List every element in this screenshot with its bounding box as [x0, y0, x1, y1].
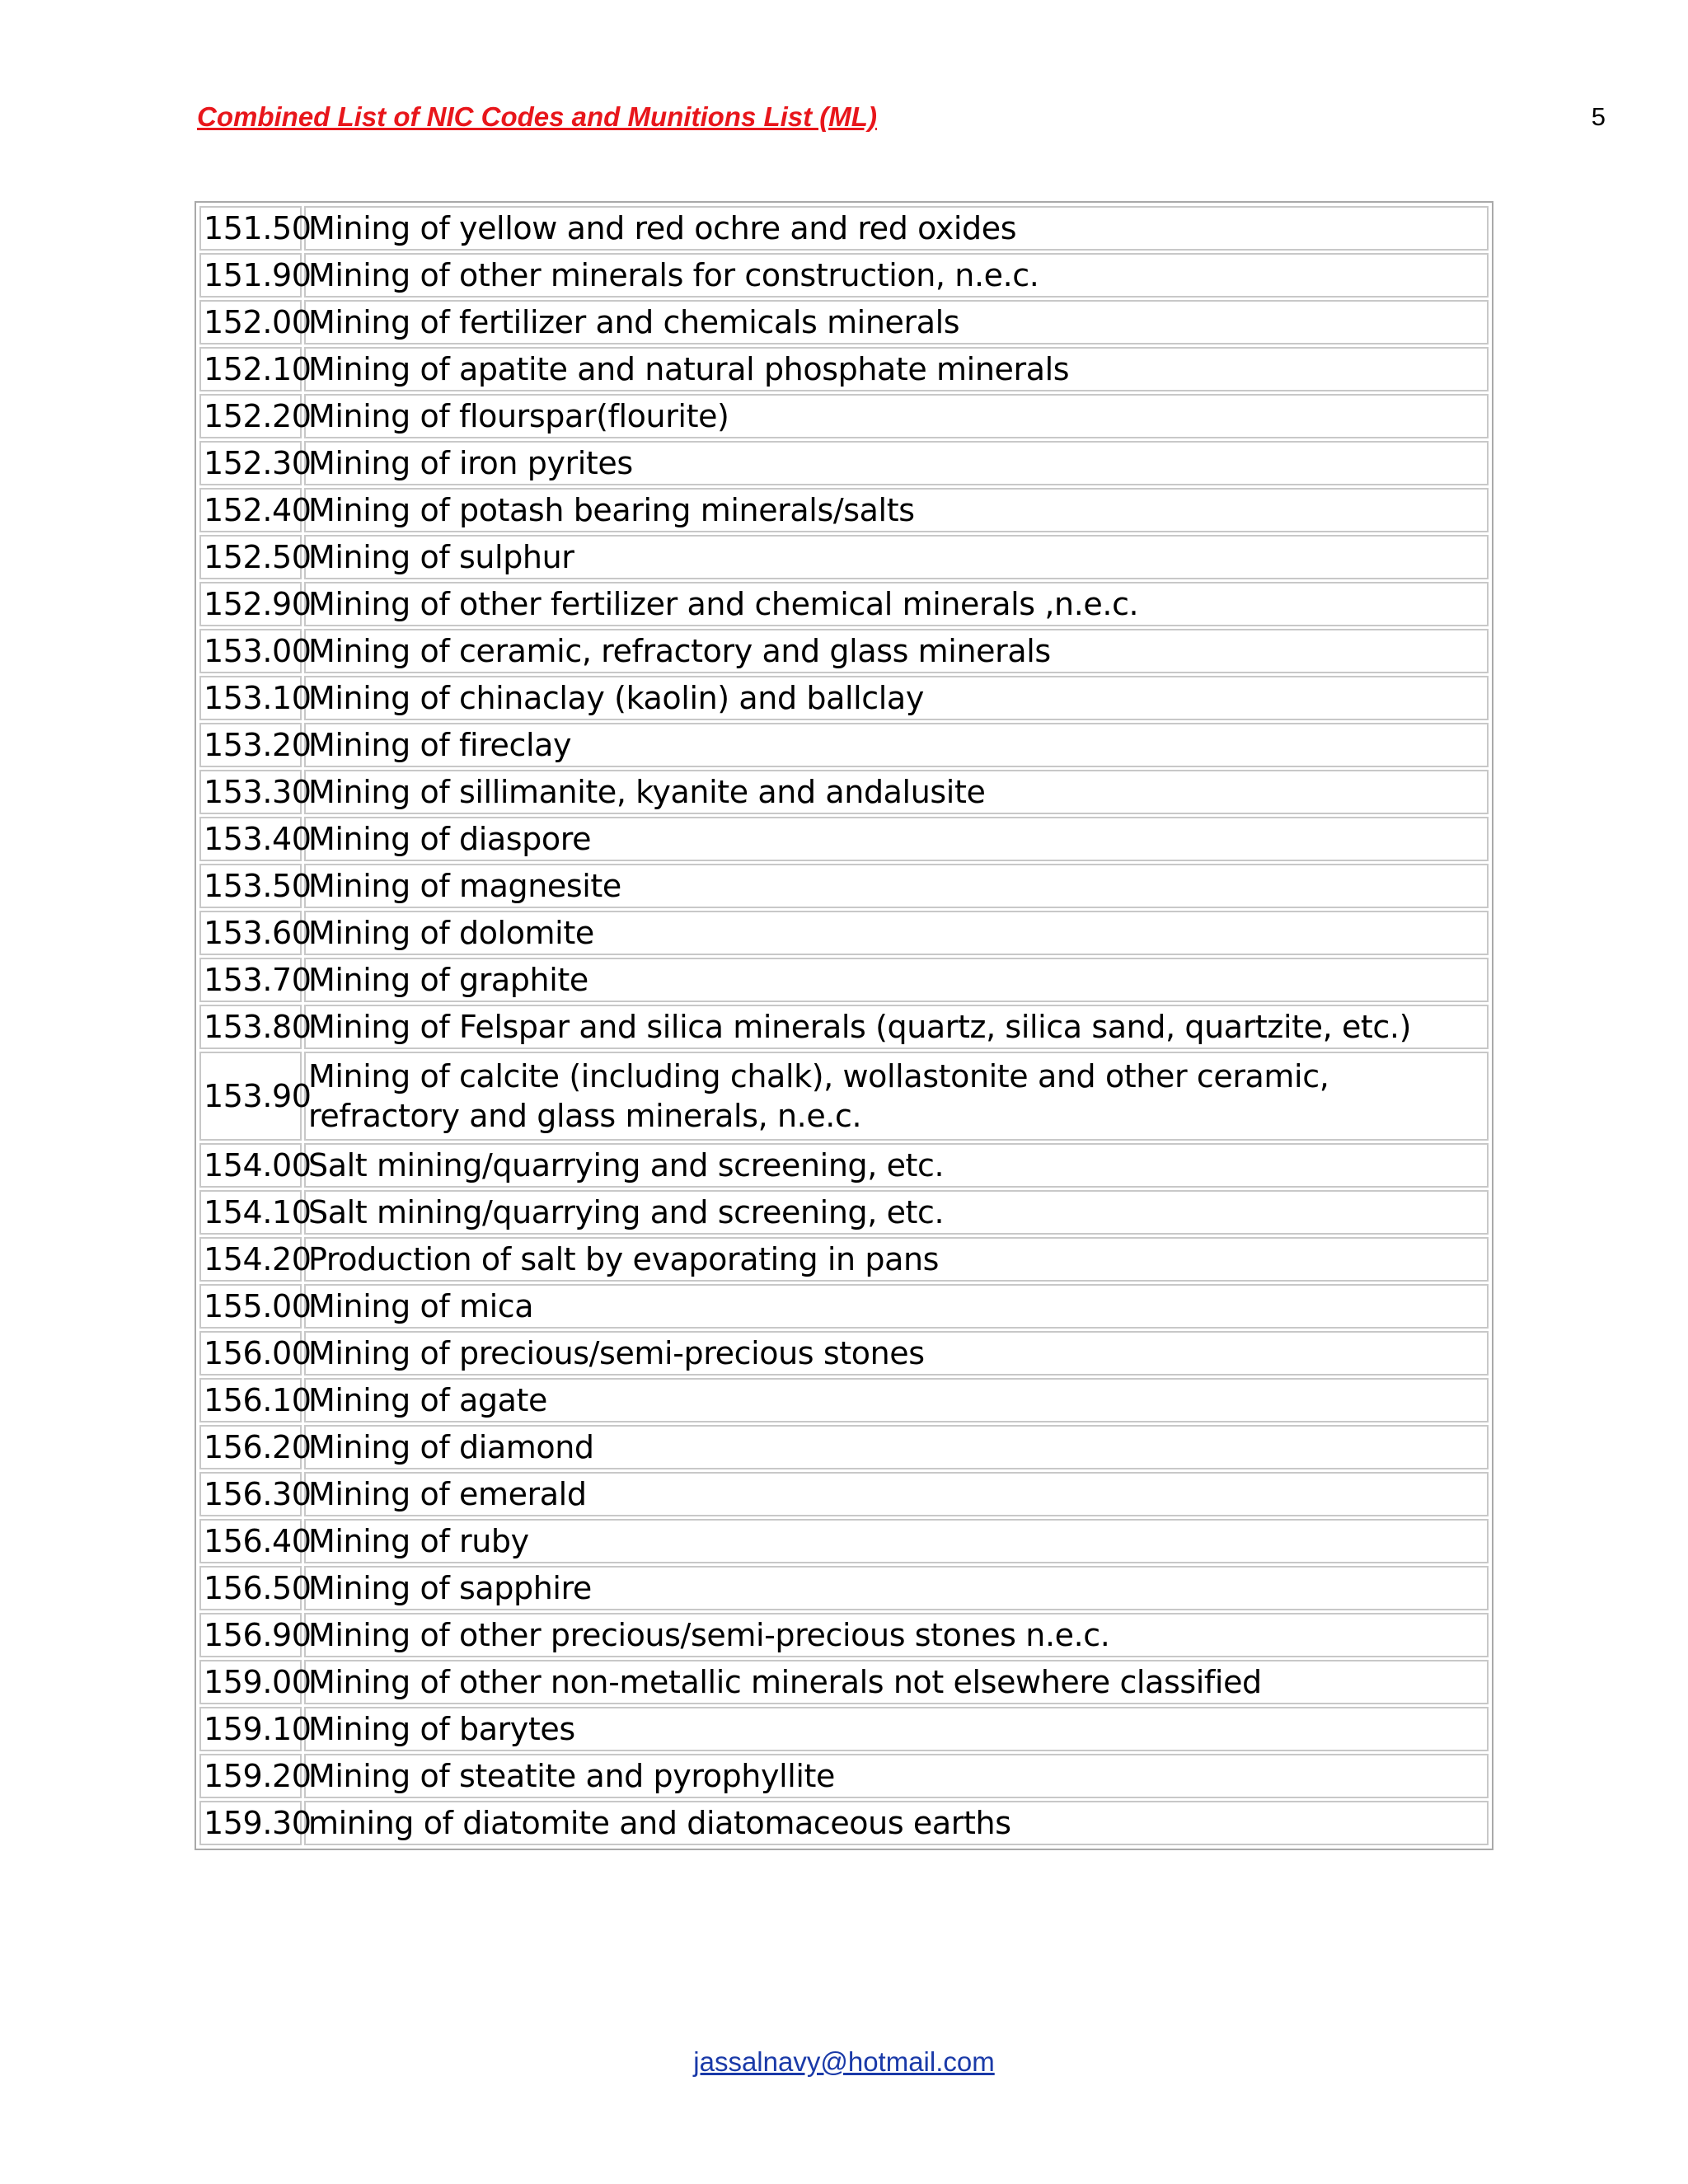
- table-row: [199, 582, 1489, 626]
- table-row: [199, 1660, 1489, 1704]
- code-cell: 153.20: [199, 723, 302, 767]
- table-row: [199, 1472, 1489, 1516]
- description-cell: Mining of fireclay: [304, 723, 1489, 767]
- code-cell: 153.80: [199, 1005, 302, 1049]
- description-cell: Mining of flourspar(flourite): [304, 394, 1489, 438]
- code-cell: 159.20: [199, 1754, 302, 1798]
- description-cell: Mining of mica: [304, 1284, 1489, 1329]
- description-cell: mining of diatomite and diatomaceous earths: [304, 1801, 1489, 1845]
- code-cell: 156.00: [199, 1331, 302, 1376]
- description-cell: Mining of sapphire: [304, 1566, 1489, 1610]
- code-cell: 156.20: [199, 1425, 302, 1469]
- description-cell: Production of salt by evaporating in pans: [304, 1237, 1489, 1282]
- description-cell: Mining of yellow and red ochre and red oxides: [304, 206, 1489, 251]
- code-cell: 153.70: [199, 958, 302, 1002]
- table-row: [199, 394, 1489, 438]
- table-row: [199, 911, 1489, 955]
- description-cell: Salt mining/quarrying and screening, etc.: [304, 1143, 1489, 1188]
- code-cell: 156.90: [199, 1613, 302, 1657]
- table-row: [199, 300, 1489, 344]
- nic-codes-table: [197, 204, 1491, 1848]
- description-cell: Mining of diaspore: [304, 817, 1489, 861]
- footer-email-link[interactable]: jassalnavy@hotmail.com: [693, 2046, 995, 2077]
- code-cell: 153.10: [199, 676, 302, 720]
- code-cell: 155.00: [199, 1284, 302, 1329]
- code-cell: 156.40: [199, 1519, 302, 1563]
- table-row: [199, 958, 1489, 1002]
- description-cell: Mining of calcite (including chalk), wollastonite and other ceramic, refractory and glass minerals, n.e.c.: [304, 1052, 1489, 1141]
- code-cell: 156.10: [199, 1378, 302, 1422]
- description-cell: Salt mining/quarrying and screening, etc.: [304, 1190, 1489, 1235]
- nic-codes-table-frame: [195, 201, 1493, 1850]
- table-row: [199, 535, 1489, 579]
- table-row: [199, 347, 1489, 391]
- table-row: [199, 488, 1489, 532]
- description-cell: Mining of precious/semi-precious stones: [304, 1331, 1489, 1376]
- table-row: [199, 676, 1489, 720]
- table-row: [199, 441, 1489, 485]
- table-row: [199, 206, 1489, 251]
- code-cell: 156.30: [199, 1472, 302, 1516]
- description-cell: Mining of other non-metallic minerals not elsewhere classified: [304, 1660, 1489, 1704]
- description-cell: Mining of diamond: [304, 1425, 1489, 1469]
- table-row: [199, 1707, 1489, 1751]
- nic-codes-table-body: [199, 206, 1489, 1845]
- description-cell: Mining of other minerals for construction, n.e.c.: [304, 253, 1489, 298]
- code-cell: 152.90: [199, 582, 302, 626]
- table-row: [199, 1005, 1489, 1049]
- code-cell: 152.30: [199, 441, 302, 485]
- description-cell: Mining of apatite and natural phosphate minerals: [304, 347, 1489, 391]
- table-row: [199, 629, 1489, 673]
- description-cell: Mining of dolomite: [304, 911, 1489, 955]
- table-row: [199, 1613, 1489, 1657]
- code-cell: 154.10: [199, 1190, 302, 1235]
- footer: [0, 2044, 1688, 2080]
- table-row: [199, 1190, 1489, 1235]
- code-cell: 152.10: [199, 347, 302, 391]
- code-cell: 153.30: [199, 770, 302, 814]
- table-row: [199, 864, 1489, 908]
- code-cell: 153.40: [199, 817, 302, 861]
- table-row: [199, 1378, 1489, 1422]
- code-cell: 154.20: [199, 1237, 302, 1282]
- table-row: [199, 253, 1489, 298]
- code-cell: 159.30: [199, 1801, 302, 1845]
- table-row: [199, 1801, 1489, 1845]
- description-cell: Mining of sillimanite, kyanite and andalusite: [304, 770, 1489, 814]
- table-row: [199, 1754, 1489, 1798]
- description-cell: Mining of sulphur: [304, 535, 1489, 579]
- table-row: [199, 1566, 1489, 1610]
- code-cell: 153.90: [199, 1052, 302, 1141]
- description-cell: Mining of magnesite: [304, 864, 1489, 908]
- code-cell: 152.00: [199, 300, 302, 344]
- description-cell: Mining of fertilizer and chemicals minerals: [304, 300, 1489, 344]
- description-cell: Mining of ruby: [304, 1519, 1489, 1563]
- description-cell: Mining of iron pyrites: [304, 441, 1489, 485]
- table-row: [199, 723, 1489, 767]
- code-cell: 153.60: [199, 911, 302, 955]
- code-cell: 153.50: [199, 864, 302, 908]
- code-cell: 159.10: [199, 1707, 302, 1751]
- code-cell: 154.00: [199, 1143, 302, 1188]
- code-cell: 152.50: [199, 535, 302, 579]
- table-row: [199, 1143, 1489, 1188]
- description-cell: Mining of chinaclay (kaolin) and ballclay: [304, 676, 1489, 720]
- description-cell: Mining of other precious/semi-precious stones n.e.c.: [304, 1613, 1489, 1657]
- description-cell: Mining of other fertilizer and chemical minerals ,n.e.c.: [304, 582, 1489, 626]
- description-cell: Mining of potash bearing minerals/salts: [304, 488, 1489, 532]
- code-cell: 151.90: [199, 253, 302, 298]
- description-cell: Mining of barytes: [304, 1707, 1489, 1751]
- table-row: [199, 1519, 1489, 1563]
- description-cell: Mining of ceramic, refractory and glass minerals: [304, 629, 1489, 673]
- table-row: [199, 1425, 1489, 1469]
- description-cell: Mining of Felspar and silica minerals (quartz, silica sand, quartzite, etc.): [304, 1005, 1489, 1049]
- code-cell: 151.50: [199, 206, 302, 251]
- page-number: 5: [1591, 102, 1606, 131]
- code-cell: 156.50: [199, 1566, 302, 1610]
- code-cell: 153.00: [199, 629, 302, 673]
- code-cell: 152.40: [199, 488, 302, 532]
- page-title: Combined List of NIC Codes and Munitions List (ML): [197, 101, 877, 132]
- table-row: [199, 1284, 1489, 1329]
- description-cell: Mining of emerald: [304, 1472, 1489, 1516]
- table-row: [199, 1331, 1489, 1376]
- code-cell: 159.00: [199, 1660, 302, 1704]
- description-cell: Mining of steatite and pyrophyllite: [304, 1754, 1489, 1798]
- table-row: [199, 1052, 1489, 1141]
- table-row: [199, 1237, 1489, 1282]
- description-cell: Mining of agate: [304, 1378, 1489, 1422]
- code-cell: 152.20: [199, 394, 302, 438]
- description-cell: Mining of graphite: [304, 958, 1489, 1002]
- table-row: [199, 770, 1489, 814]
- table-row: [199, 817, 1489, 861]
